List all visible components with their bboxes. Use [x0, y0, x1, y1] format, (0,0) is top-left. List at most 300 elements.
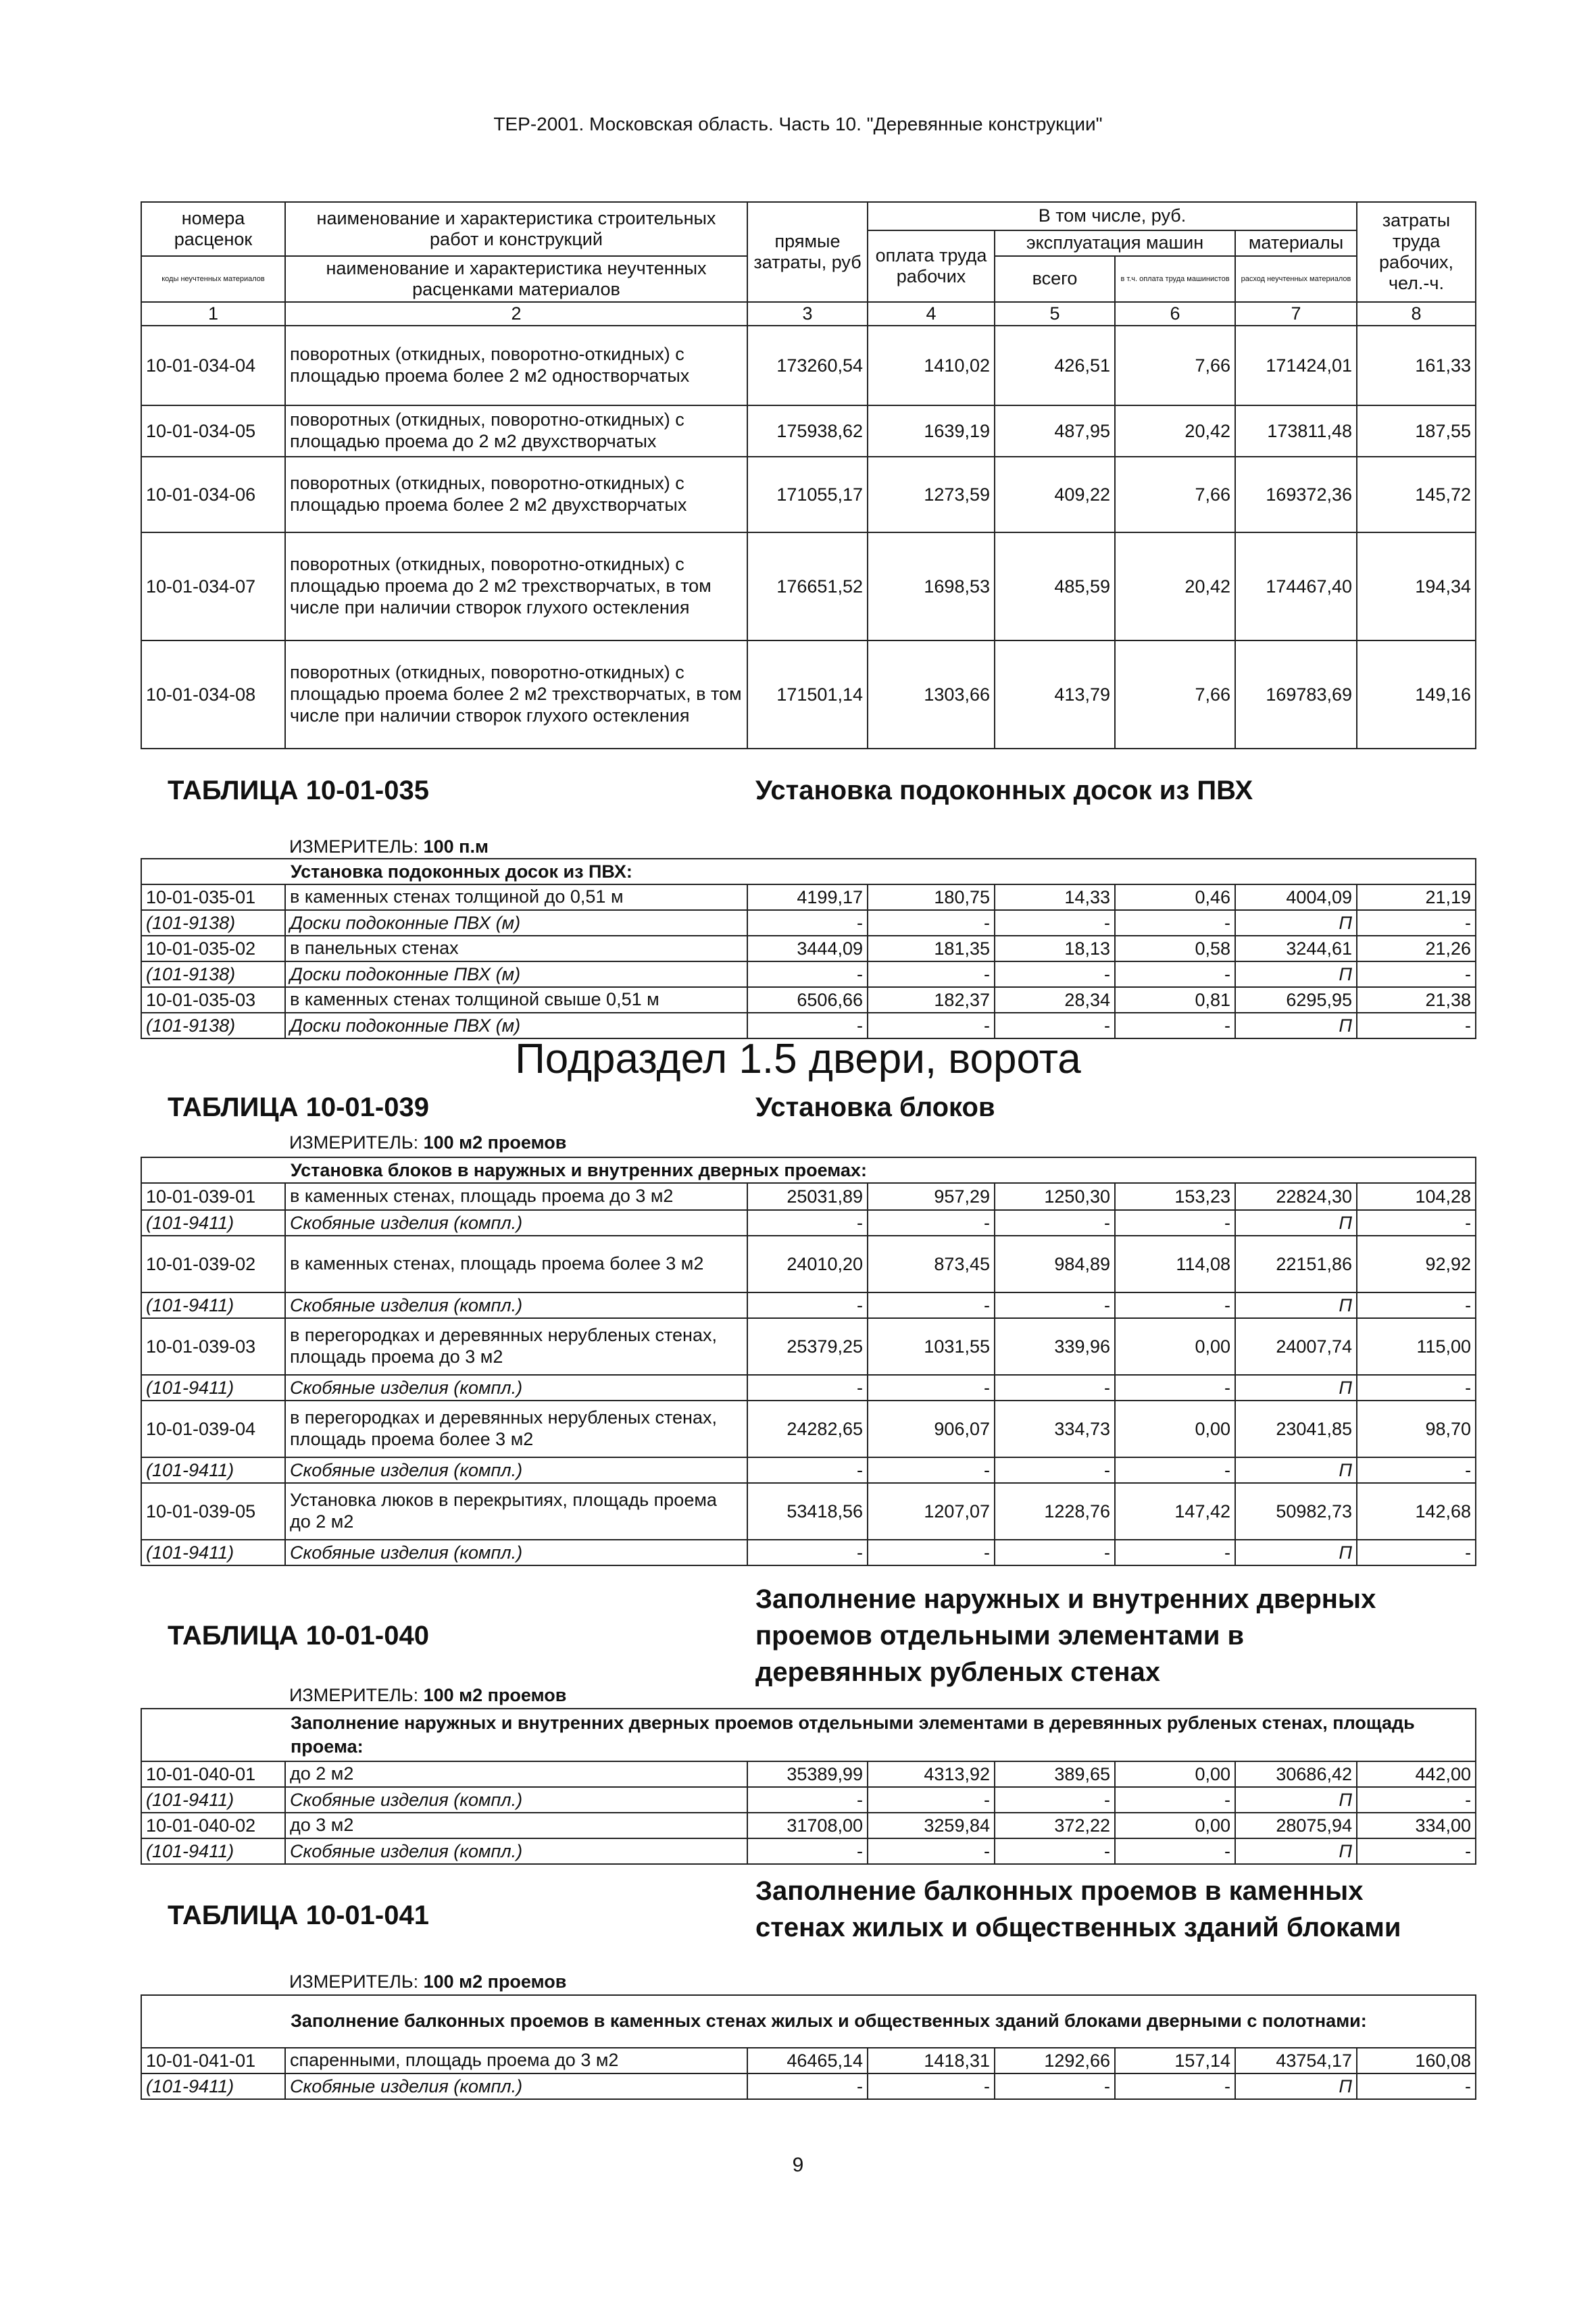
machine-cost: 389,65: [995, 1761, 1115, 1787]
dash: -: [1357, 1210, 1476, 1236]
table-039-title: Установка блоков: [755, 1092, 995, 1122]
direct-cost: 176651,52: [747, 532, 868, 640]
materials-cost: 171424,01: [1235, 326, 1357, 405]
material-row: [141, 1375, 1476, 1401]
dash: -: [995, 1838, 1115, 1864]
dash: -: [1115, 1457, 1235, 1483]
direct-cost: 171055,17: [747, 457, 868, 532]
material-name: Скобяные изделия (компл.): [285, 1787, 747, 1813]
rate-code: 10-01-039-03: [141, 1318, 285, 1375]
col-index: 7: [1235, 302, 1357, 326]
wage-cost: 1303,66: [868, 640, 995, 749]
material-consumption: П: [1235, 1375, 1357, 1401]
labor-hours: 194,34: [1357, 532, 1476, 640]
material-name: Скобяные изделия (компл.): [285, 1540, 747, 1565]
measure-value: 100 м2 проемов: [423, 1685, 567, 1705]
direct-cost: 46465,14: [747, 2048, 868, 2073]
material-consumption: П: [1235, 910, 1357, 936]
dash: -: [868, 1210, 995, 1236]
machinist-wage: 157,14: [1115, 2048, 1235, 2073]
table-040-label: ТАБЛИЦА 10-01-040: [168, 1621, 429, 1651]
machine-cost: 14,33: [995, 884, 1115, 910]
material-consumption: П: [1235, 1013, 1357, 1038]
rates-table-040: [141, 1708, 1476, 1865]
dash: -: [995, 961, 1115, 987]
dash: -: [1115, 1540, 1235, 1565]
machine-cost: 485,59: [995, 532, 1115, 640]
material-consumption: П: [1235, 1540, 1357, 1565]
rate-code: 10-01-034-07: [141, 532, 285, 640]
section-heading: Заполнение наружных и внутренних дверных проемов отдельными элементами в деревянных рубленых стенах, площадь проема:: [141, 1709, 1476, 1761]
rate-code: 10-01-039-01: [141, 1183, 285, 1210]
material-row: [141, 1787, 1476, 1813]
material-code: (101-9411): [141, 1787, 285, 1813]
col-index: 8: [1357, 302, 1476, 326]
dash: -: [868, 2073, 995, 2099]
materials-cost: 50982,73: [1235, 1483, 1357, 1540]
rate-code: 10-01-039-02: [141, 1236, 285, 1292]
materials-cost: 43754,17: [1235, 2048, 1357, 2073]
rate-description: в панельных стенах: [285, 936, 747, 961]
dash: -: [1115, 1838, 1235, 1864]
dash: -: [1357, 1292, 1476, 1318]
materials-cost: 169372,36: [1235, 457, 1357, 532]
rates-table-041: [141, 1994, 1476, 2100]
direct-cost: 171501,14: [747, 640, 868, 749]
materials-cost: 22151,86: [1235, 1236, 1357, 1292]
machine-cost: 18,13: [995, 936, 1115, 961]
labor-hours: 21,19: [1357, 884, 1476, 910]
dash: -: [1357, 1838, 1476, 1864]
table-row: [141, 1761, 1476, 1787]
machinist-wage: 0,00: [1115, 1318, 1235, 1375]
machinist-wage: 153,23: [1115, 1183, 1235, 1210]
col-index: 5: [995, 302, 1115, 326]
material-name: Скобяные изделия (компл.): [285, 1838, 747, 1864]
machinist-wage: 0,46: [1115, 884, 1235, 910]
direct-cost: 24282,65: [747, 1401, 868, 1457]
dash: -: [868, 1013, 995, 1038]
rate-description: в перегородках и деревянных нерубленых стенах, площадь проема до 3 м2: [285, 1318, 747, 1375]
dash: -: [995, 1787, 1115, 1813]
measure-value: 100 м2 проемов: [423, 1132, 567, 1153]
direct-cost: 35389,99: [747, 1761, 868, 1787]
section-heading: Установка блоков в наружных и внутренних дверных проемах:: [141, 1157, 1476, 1183]
dash: -: [995, 1375, 1115, 1401]
rate-code: 10-01-034-05: [141, 405, 285, 457]
table-row: [141, 936, 1476, 961]
rate-description: Установка люков в перекрытиях, площадь проема до 2 м2: [285, 1483, 747, 1540]
rates-table-035: [141, 858, 1476, 1039]
measure-label: ИЗМЕРИТЕЛЬ:: [289, 1971, 419, 1992]
dash: -: [995, 1540, 1115, 1565]
wage-cost: 1207,07: [868, 1483, 995, 1540]
dash: -: [747, 2073, 868, 2099]
table-035-title: Установка подоконных досок из ПВХ: [755, 776, 1253, 805]
direct-cost: 4199,17: [747, 884, 868, 910]
wage-cost: 1418,31: [868, 2048, 995, 2073]
dash: -: [747, 1210, 868, 1236]
materials-cost: 23041,85: [1235, 1401, 1357, 1457]
title-line: проемов отдельными элементами в: [755, 1621, 1245, 1651]
dash: -: [747, 1292, 868, 1318]
material-consumption: П: [1235, 1210, 1357, 1236]
dash: -: [747, 1013, 868, 1038]
dash: -: [1357, 1013, 1476, 1038]
material-code: (101-9138): [141, 961, 285, 987]
table-row: [141, 1318, 1476, 1375]
rate-code: 10-01-034-08: [141, 640, 285, 749]
materials-cost: 6295,95: [1235, 987, 1357, 1013]
rate-description: в каменных стенах толщиной свыше 0,51 м: [285, 987, 747, 1013]
material-name: Скобяные изделия (компл.): [285, 1292, 747, 1318]
dash: -: [1115, 910, 1235, 936]
rates-table-039: [141, 1157, 1476, 1566]
dash: -: [747, 1540, 868, 1565]
material-code: (101-9411): [141, 1838, 285, 1864]
dash: -: [995, 1457, 1115, 1483]
table-row: [141, 1813, 1476, 1838]
title-line: Заполнение балконных проемов в каменных: [755, 1876, 1364, 1906]
material-row: [141, 1210, 1476, 1236]
table-row: [141, 532, 1476, 640]
machine-cost: 984,89: [995, 1236, 1115, 1292]
machine-cost: 28,34: [995, 987, 1115, 1013]
material-row: [141, 1540, 1476, 1565]
rate-description: поворотных (откидных, поворотно-откидных) с площадью проема более 2 м2 трехстворчатых, в том числе при наличии створок глухого остекления: [285, 640, 747, 749]
col-mach-header: эксплуатация машин: [995, 230, 1235, 256]
direct-cost: 31708,00: [747, 1813, 868, 1838]
dash: -: [747, 961, 868, 987]
table-041-label: ТАБЛИЦА 10-01-041: [168, 1901, 429, 1930]
measure-label: ИЗМЕРИТЕЛЬ:: [289, 836, 419, 857]
dash: -: [995, 1013, 1115, 1038]
direct-cost: 25379,25: [747, 1318, 868, 1375]
material-code: (101-9411): [141, 1292, 285, 1318]
material-consumption: П: [1235, 961, 1357, 987]
rate-code: 10-01-035-03: [141, 987, 285, 1013]
rate-code: 10-01-035-02: [141, 936, 285, 961]
table-row: [141, 1183, 1476, 1210]
dash: -: [1357, 2073, 1476, 2099]
rate-code: 10-01-039-04: [141, 1401, 285, 1457]
material-name: Доски подоконные ПВХ (м): [285, 1013, 747, 1038]
direct-cost: 3444,09: [747, 936, 868, 961]
materials-cost: 22824,30: [1235, 1183, 1357, 1210]
labor-hours: 21,26: [1357, 936, 1476, 961]
dash: -: [747, 1787, 868, 1813]
table-041-measure: [289, 1971, 566, 1992]
dash: -: [868, 961, 995, 987]
labor-hours: 442,00: [1357, 1761, 1476, 1787]
direct-cost: 6506,66: [747, 987, 868, 1013]
material-consumption: П: [1235, 2073, 1357, 2099]
dash: -: [1115, 961, 1235, 987]
col-numbers-header: номера расценок: [141, 202, 285, 256]
rate-description: в каменных стенах, площадь проема более 3 м2: [285, 1236, 747, 1292]
labor-hours: 104,28: [1357, 1183, 1476, 1210]
measure-value: 100 м2 проемов: [423, 1971, 567, 1992]
material-code: (101-9411): [141, 1210, 285, 1236]
table-row: [141, 326, 1476, 405]
materials-cost: 3244,61: [1235, 936, 1357, 961]
machine-cost: 1292,66: [995, 2048, 1115, 2073]
rate-description: до 3 м2: [285, 1813, 747, 1838]
materials-cost: 30686,42: [1235, 1761, 1357, 1787]
dash: -: [1357, 1375, 1476, 1401]
material-row: [141, 1457, 1476, 1483]
materials-cost: 174467,40: [1235, 532, 1357, 640]
materials-cost: 169783,69: [1235, 640, 1357, 749]
machine-cost: 426,51: [995, 326, 1115, 405]
direct-cost: 53418,56: [747, 1483, 868, 1540]
rates-table-034: [141, 201, 1476, 749]
dash: -: [868, 1838, 995, 1864]
table-row: [141, 1236, 1476, 1292]
table-035-label: ТАБЛИЦА 10-01-035: [168, 776, 429, 805]
title-line: Заполнение наружных и внутренних дверных: [755, 1584, 1376, 1614]
table-041-title: [755, 1873, 1401, 1946]
material-name: Скобяные изделия (компл.): [285, 2073, 747, 2099]
dash: -: [995, 910, 1115, 936]
col-codes-header: коды неучтенных материалов: [141, 256, 285, 302]
rate-description: поворотных (откидных, поворотно-откидных) с площадью проема до 2 м2 трехстворчатых, в том числе при наличии створок глухого остекления: [285, 532, 747, 640]
material-name: Скобяные изделия (компл.): [285, 1210, 747, 1236]
rate-description: до 2 м2: [285, 1761, 747, 1787]
labor-hours: 149,16: [1357, 640, 1476, 749]
col-mat-cons-header: расход неучтенных материалов: [1235, 256, 1357, 302]
dash: -: [868, 1292, 995, 1318]
wage-cost: 182,37: [868, 987, 995, 1013]
labor-hours: 145,72: [1357, 457, 1476, 532]
machine-cost: 334,73: [995, 1401, 1115, 1457]
col-index: 3: [747, 302, 868, 326]
table-row: [141, 1401, 1476, 1457]
dash: -: [747, 1457, 868, 1483]
table-row: [141, 2048, 1476, 2073]
table-040-title: [755, 1581, 1376, 1690]
labor-hours: 187,55: [1357, 405, 1476, 457]
materials-cost: 4004,09: [1235, 884, 1357, 910]
rate-description: поворотных (откидных, поворотно-откидных) с площадью проема более 2 м2 одностворчатых: [285, 326, 747, 405]
material-row: [141, 1838, 1476, 1864]
col-index: 6: [1115, 302, 1235, 326]
material-row: [141, 961, 1476, 987]
direct-cost: 25031,89: [747, 1183, 868, 1210]
machinist-wage: 7,66: [1115, 326, 1235, 405]
rate-description: в каменных стенах, площадь проема до 3 м2: [285, 1183, 747, 1210]
dash: -: [1357, 961, 1476, 987]
dash: -: [995, 2073, 1115, 2099]
labor-hours: 115,00: [1357, 1318, 1476, 1375]
table-row: [141, 1483, 1476, 1540]
material-consumption: П: [1235, 1838, 1357, 1864]
direct-cost: 173260,54: [747, 326, 868, 405]
table-039-measure: [289, 1132, 566, 1153]
wage-cost: 3259,84: [868, 1813, 995, 1838]
machinist-wage: 7,66: [1115, 457, 1235, 532]
machinist-wage: 20,42: [1115, 405, 1235, 457]
col-direct-header: прямые затраты, руб: [747, 202, 868, 302]
machine-cost: 1228,76: [995, 1483, 1115, 1540]
dash: -: [1115, 1292, 1235, 1318]
col-mach-all-header: всего: [995, 256, 1115, 302]
material-code: (101-9411): [141, 1375, 285, 1401]
materials-cost: 28075,94: [1235, 1813, 1357, 1838]
machine-cost: 409,22: [995, 457, 1115, 532]
wage-cost: 1410,02: [868, 326, 995, 405]
dash: -: [747, 910, 868, 936]
measure-label: ИЗМЕРИТЕЛЬ:: [289, 1685, 419, 1705]
col-index: 4: [868, 302, 995, 326]
dash: -: [1115, 1013, 1235, 1038]
rate-description: поворотных (откидных, поворотно-откидных) с площадью проема более 2 м2 двухстворчатых: [285, 457, 747, 532]
wage-cost: 906,07: [868, 1401, 995, 1457]
rate-code: 10-01-035-01: [141, 884, 285, 910]
rate-code: 10-01-041-01: [141, 2048, 285, 2073]
rate-code: 10-01-034-04: [141, 326, 285, 405]
subsection-heading: Подраздел 1.5 двери, ворота: [515, 1036, 1081, 1082]
dash: -: [1357, 1457, 1476, 1483]
machine-cost: 413,79: [995, 640, 1115, 749]
machine-cost: 339,96: [995, 1318, 1115, 1375]
document-header: ТЕР-2001. Московская область. Часть 10. "Деревянные конструкции": [493, 114, 1103, 134]
dash: -: [1115, 1375, 1235, 1401]
dash: -: [868, 1375, 995, 1401]
machinist-wage: 0,81: [1115, 987, 1235, 1013]
machine-cost: 487,95: [995, 405, 1115, 457]
machinist-wage: 0,58: [1115, 936, 1235, 961]
material-consumption: П: [1235, 1787, 1357, 1813]
labor-hours: 160,08: [1357, 2048, 1476, 2073]
wage-cost: 873,45: [868, 1236, 995, 1292]
dash: -: [1357, 910, 1476, 936]
labor-hours: 98,70: [1357, 1401, 1476, 1457]
wage-cost: 1031,55: [868, 1318, 995, 1375]
material-consumption: П: [1235, 1457, 1357, 1483]
direct-cost: 24010,20: [747, 1236, 868, 1292]
materials-cost: 173811,48: [1235, 405, 1357, 457]
labor-hours: 21,38: [1357, 987, 1476, 1013]
rate-code: 10-01-040-01: [141, 1761, 285, 1787]
col-name-header: наименование и характеристика строительных работ и конструкций: [285, 202, 747, 256]
col-name2-header: наименование и характеристика неучтенных расценками материалов: [285, 256, 747, 302]
measure-label: ИЗМЕРИТЕЛЬ:: [289, 1132, 419, 1153]
dash: -: [1115, 1787, 1235, 1813]
dash: -: [868, 1540, 995, 1565]
title-line: стенах жилых и общественных зданий блоками: [755, 1913, 1401, 1942]
material-name: Доски подоконные ПВХ (м): [285, 961, 747, 987]
dash: -: [747, 1838, 868, 1864]
machinist-wage: 147,42: [1115, 1483, 1235, 1540]
table-row: [141, 640, 1476, 749]
machinist-wage: 0,00: [1115, 1813, 1235, 1838]
table-040-measure: [289, 1685, 566, 1706]
wage-cost: 1273,59: [868, 457, 995, 532]
page-number: 9: [792, 2154, 804, 2176]
material-row: [141, 2073, 1476, 2099]
material-name: Скобяные изделия (компл.): [285, 1375, 747, 1401]
material-name: Доски подоконные ПВХ (м): [285, 910, 747, 936]
machinist-wage: 7,66: [1115, 640, 1235, 749]
rate-description: поворотных (откидных, поворотно-откидных) с площадью проема до 2 м2 двухстворчатых: [285, 405, 747, 457]
title-line: деревянных рубленых стенах: [755, 1657, 1160, 1687]
machinist-wage: 0,00: [1115, 1401, 1235, 1457]
table-row: [141, 987, 1476, 1013]
material-code: (101-9138): [141, 910, 285, 936]
dash: -: [1357, 1787, 1476, 1813]
direct-cost: 175938,62: [747, 405, 868, 457]
labor-hours: 92,92: [1357, 1236, 1476, 1292]
dash: -: [868, 910, 995, 936]
table-039-label: ТАБЛИЦА 10-01-039: [168, 1092, 429, 1122]
material-consumption: П: [1235, 1292, 1357, 1318]
measure-value: 100 п.м: [423, 836, 489, 857]
rate-code: 10-01-034-06: [141, 457, 285, 532]
col-wage-header: оплата труда рабочих: [868, 230, 995, 302]
material-row: [141, 1292, 1476, 1318]
machinist-wage: 20,42: [1115, 532, 1235, 640]
dash: -: [1115, 2073, 1235, 2099]
dash: -: [1357, 1540, 1476, 1565]
col-incl-header: В том числе, руб.: [868, 202, 1357, 230]
rate-description: в каменных стенах толщиной до 0,51 м: [285, 884, 747, 910]
material-code: (101-9411): [141, 2073, 285, 2099]
labor-hours: 142,68: [1357, 1483, 1476, 1540]
rate-code: 10-01-039-05: [141, 1483, 285, 1540]
col-index: 2: [285, 302, 747, 326]
col-labor-header: затраты труда рабочих, чел.-ч.: [1357, 202, 1476, 302]
wage-cost: 957,29: [868, 1183, 995, 1210]
dash: -: [747, 1375, 868, 1401]
table-row: [141, 884, 1476, 910]
dash: -: [1115, 1210, 1235, 1236]
wage-cost: 1639,19: [868, 405, 995, 457]
machinist-wage: 114,08: [1115, 1236, 1235, 1292]
dash: -: [995, 1210, 1115, 1236]
machine-cost: 372,22: [995, 1813, 1115, 1838]
dash: -: [995, 1292, 1115, 1318]
wage-cost: 180,75: [868, 884, 995, 910]
section-heading: Установка подоконных досок из ПВХ:: [141, 859, 1476, 884]
labor-hours: 334,00: [1357, 1813, 1476, 1838]
wage-cost: 1698,53: [868, 532, 995, 640]
col-materials-header: материалы: [1235, 230, 1357, 256]
material-code: (101-9411): [141, 1540, 285, 1565]
material-row: [141, 910, 1476, 936]
section-heading: Заполнение балконных проемов в каменных стенах жилых и общественных зданий блоками дверными с полотнами:: [141, 1995, 1476, 2048]
material-code: (101-9411): [141, 1457, 285, 1483]
col-mach-wage-header: в т.ч. оплата труда машинистов: [1115, 256, 1235, 302]
dash: -: [868, 1457, 995, 1483]
table-row: [141, 457, 1476, 532]
material-name: Скобяные изделия (компл.): [285, 1457, 747, 1483]
materials-cost: 24007,74: [1235, 1318, 1357, 1375]
machine-cost: 1250,30: [995, 1183, 1115, 1210]
rate-description: в перегородках и деревянных нерубленых стенах, площадь проема более 3 м2: [285, 1401, 747, 1457]
table-row: [141, 405, 1476, 457]
dash: -: [868, 1787, 995, 1813]
col-index: 1: [141, 302, 285, 326]
material-code: (101-9138): [141, 1013, 285, 1038]
rate-description: спаренными, площадь проема до 3 м2: [285, 2048, 747, 2073]
wage-cost: 181,35: [868, 936, 995, 961]
wage-cost: 4313,92: [868, 1761, 995, 1787]
table-035-measure: [289, 836, 489, 857]
rate-code: 10-01-040-02: [141, 1813, 285, 1838]
machinist-wage: 0,00: [1115, 1761, 1235, 1787]
labor-hours: 161,33: [1357, 326, 1476, 405]
